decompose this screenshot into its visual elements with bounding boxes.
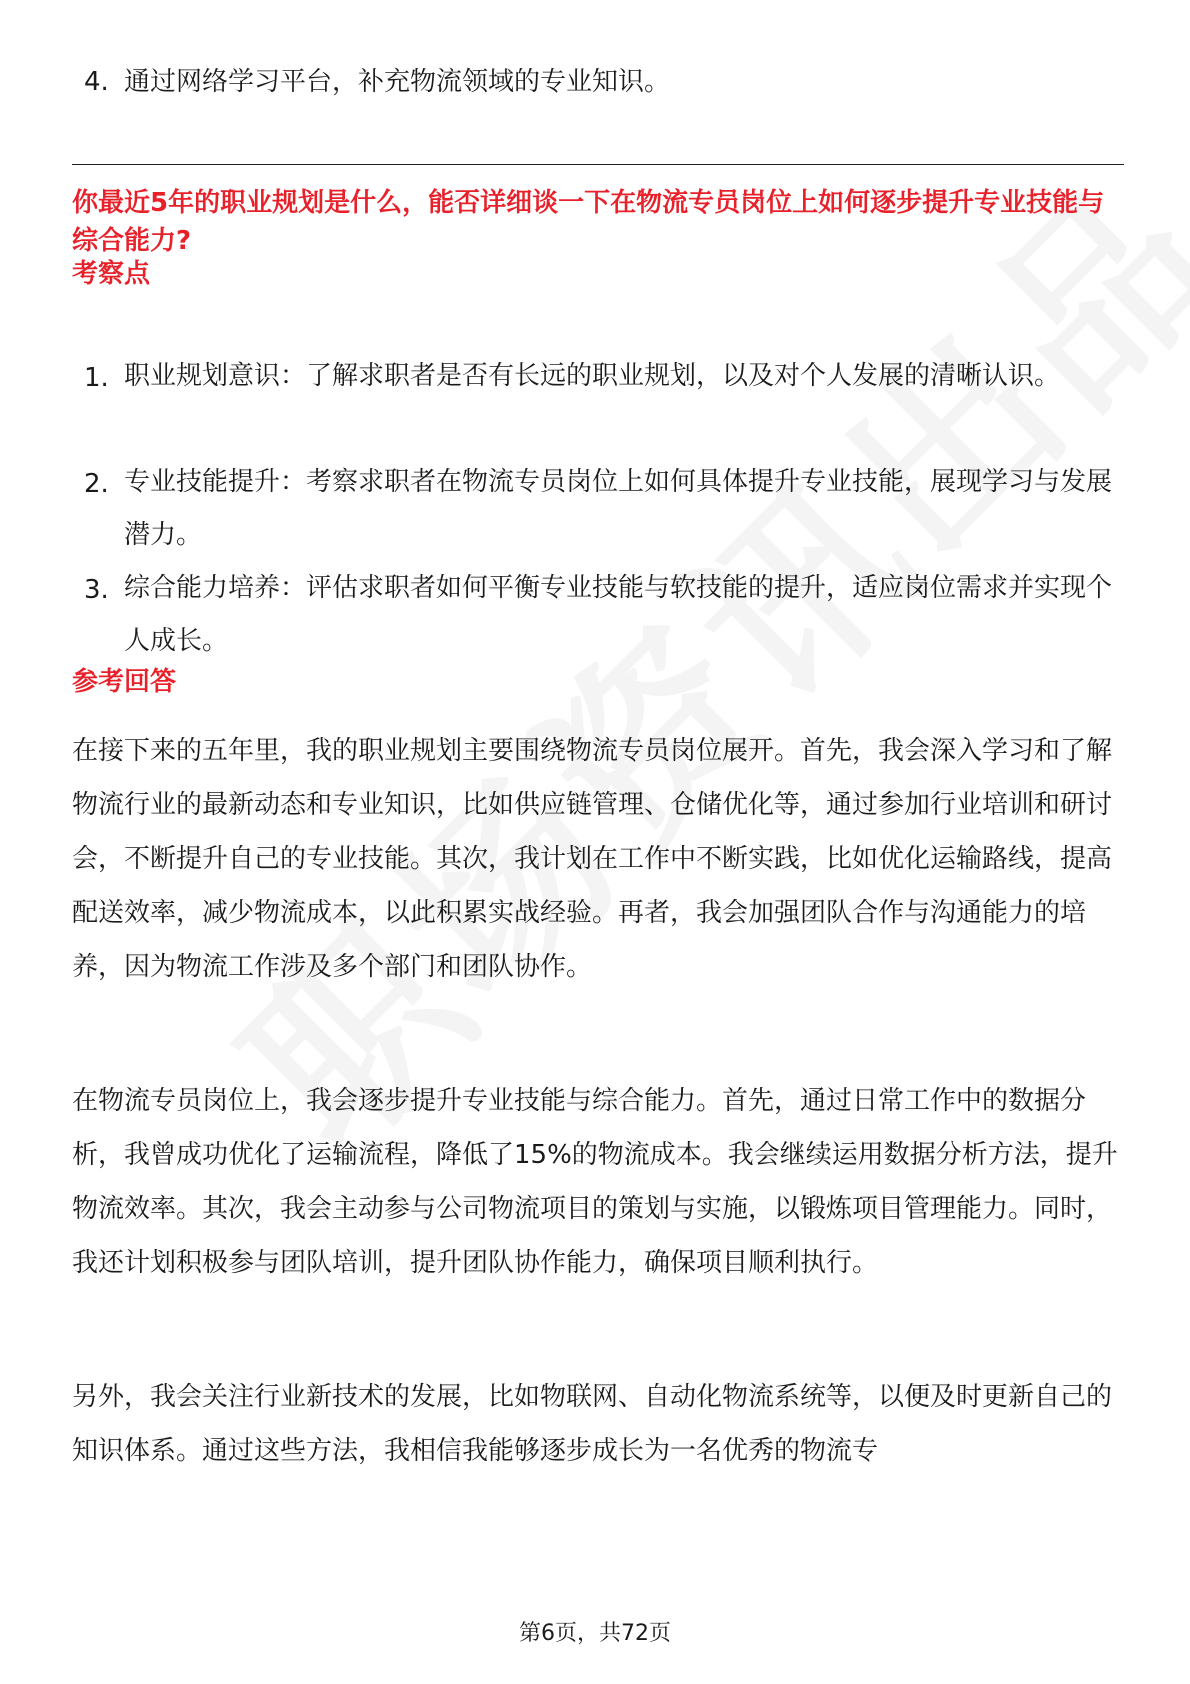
exam-point-text: 职业规划意识：了解求职者是否有长远的职业规划，以及对个人发展的清晰认识。: [124, 361, 1061, 391]
reference-answer-heading: 参考回答: [72, 667, 177, 697]
exam-point-text: 专业技能提升：考察求职者在物流专员岗位上如何具体提升专业技能，展现学习与发展潜力。: [124, 467, 1113, 550]
question-heading: 你最近5年的职业规划是什么，能否详细谈一下在物流专员岗位上如何逐步提升专业技能与综合能力?: [72, 188, 1105, 256]
exam-point-item: [84, 350, 1124, 456]
answer-paragraph: 在接下来的五年里，我的职业规划主要围绕物流专员岗位展开。首先，我会深入学习和了解物流行业的最新动态和专业知识，比如供应链管理、仓储优化等，通过参加行业培训和研讨会，不断提升自己的专业技能。其次，我计划在工作中不断实践，比如优化运输路线，提高配送效率，减少物流成本，以此积累实战经验。再者，我会加强团队合作与沟通能力的培养，因为物流工作涉及多个部门和团队协作。: [72, 736, 1113, 982]
answer-paragraph: 在物流专员岗位上，我会逐步提升专业技能与综合能力。首先，通过日常工作中的数据分析，我曾成功优化了运输流程，降低了15%的物流成本。我会继续运用数据分析方法，提升物流效率。其次，我会主动参与公司物流项目的策划与实施，以锻炼项目管理能力。同时，我还计划积极参与团队培训，提升团队协作能力，确保项目顺利执行。: [72, 1086, 1118, 1278]
list-item-text: 通过网络学习平台，补充物流领域的专业知识。: [124, 67, 671, 97]
exam-point-number: 2.: [84, 469, 109, 499]
exam-point-text: 综合能力培养：评估求职者如何平衡专业技能与软技能的提升，适应岗位需求并实现个人成长。: [124, 573, 1113, 656]
page-footer: 第6页，共72页: [519, 1621, 671, 1646]
answer-paragraph: 另外，我会关注行业新技术的发展，比如物联网、自动化物流系统等，以便及时更新自己的知识体系。通过这些方法，我相信我能够逐步成长为一名优秀的物流专: [72, 1382, 1113, 1466]
list-item-4: [84, 62, 670, 102]
section-divider: [72, 164, 1124, 165]
exam-point-number: 3.: [84, 575, 109, 605]
exam-point-item: [84, 562, 1124, 668]
exam-point-item: [84, 456, 1124, 562]
exam-point-number: 1.: [84, 363, 109, 393]
list-item-number: 4.: [84, 67, 109, 97]
exam-points-heading: 考察点: [72, 259, 151, 289]
exam-points-list: [84, 350, 1124, 668]
